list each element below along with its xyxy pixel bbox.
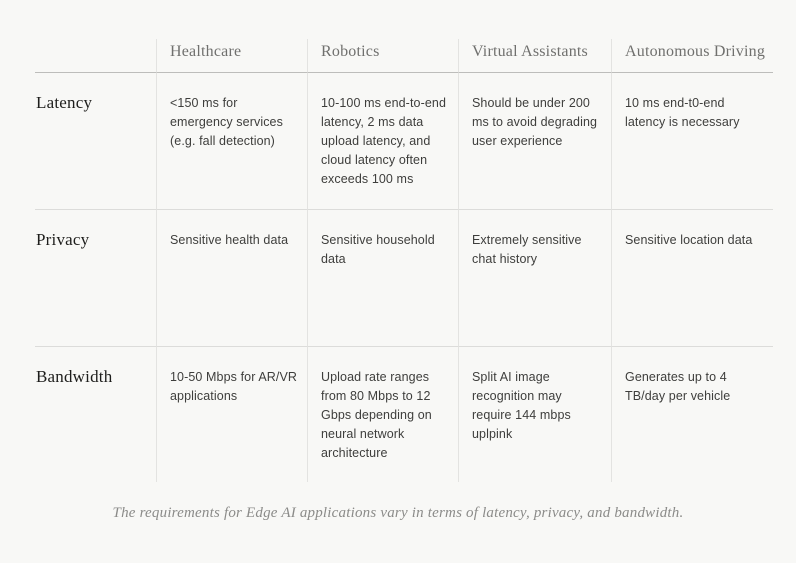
column-header-autonomous-driving: Autonomous Driving (612, 39, 773, 73)
edge-ai-requirements-table (35, 39, 773, 482)
table-cell-bandwidth-healthcare: 10-50 Mbps for AR/VR applications (157, 347, 308, 482)
table-cell-bandwidth-virtual-assistants: Split AI image recognition may require 144 mbps uplpink (459, 347, 612, 482)
table-cell-latency-healthcare: <150 ms for emergency services (e.g. fall detection) (157, 73, 308, 210)
column-header-robotics: Robotics (308, 39, 459, 73)
table-cell-privacy-robotics: Sensitive household data (308, 210, 459, 347)
row-label-latency: Latency (35, 73, 157, 210)
table-cell-privacy-virtual-assistants: Extremely sensitive chat history (459, 210, 612, 347)
table-grid (35, 39, 773, 482)
column-header-healthcare: Healthcare (157, 39, 308, 73)
row-label-bandwidth: Bandwidth (35, 347, 157, 482)
corner-cell (35, 39, 157, 73)
row-label-privacy: Privacy (35, 210, 157, 347)
table-cell-latency-autonomous-driving: 10 ms end-t0-end latency is necessary (612, 73, 773, 210)
table-cell-privacy-healthcare: Sensitive health data (157, 210, 308, 347)
table-cell-bandwidth-robotics: Upload rate ranges from 80 Mbps to 12 Gbps depending on neural network architecture (308, 347, 459, 482)
table-cell-latency-robotics: 10-100 ms end-to-end latency, 2 ms data upload latency, and cloud latency often exceeds 100 ms (308, 73, 459, 210)
table-cell-bandwidth-autonomous-driving: Generates up to 4 TB/day per vehicle (625, 370, 731, 403)
table-cell-privacy-autonomous-driving: Sensitive location data (612, 210, 773, 347)
column-header-virtual-assistants: Virtual Assistants (459, 39, 612, 73)
table-cell-latency-virtual-assistants: Should be under 200 ms to avoid degrading user experience (459, 73, 612, 210)
figure-caption: The requirements for Edge AI applications vary in terms of latency, privacy, and bandwidth. (112, 505, 684, 521)
